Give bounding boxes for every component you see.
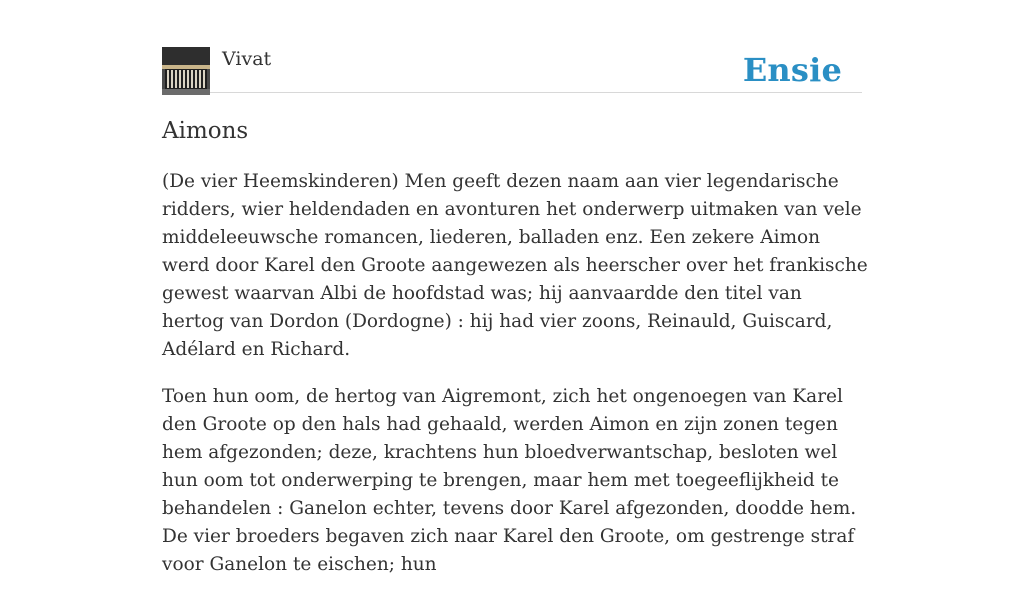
header xyxy=(162,44,862,93)
article-body xyxy=(162,168,868,598)
author-name[interactable]: Vivat xyxy=(222,48,272,70)
avatar-image-icon xyxy=(162,47,210,95)
brand-logo[interactable]: Ensie xyxy=(742,51,842,89)
author-avatar[interactable] xyxy=(162,47,210,95)
paragraph: (De vier Heemskinderen) Men geeft dezen naam aan vier legendarische ridders, wier heldendaden en avonturen het onderwerp uitmaken van vele middeleeuwsche romancen, liederen, balladen enz. Een zekere Aimon werd door Karel den Groote aangewezen als heerscher over het frankische gewest waarvan Albi de hoofdstad was; hij aanvaardde den titel van hertog van Dordon (Dordogne) : hij had vier zoons, Reinauld, Guiscard, Adélard en Richard. xyxy=(162,171,868,360)
paragraph: Toen hun oom, de hertog van Aigremont, zich het ongenoegen van Karel den Groote op den hals had gehaald, werden Aimon en zijn zonen tegen hem afgezonden; deze, krachtens hun bloedverwantschap, besloten wel hun oom tot onderwerping te brengen, maar hem met toegeeflijkheid te behandelen : Ganelon echter, tevens door Karel afgezonden, doodde hem. De vier broeders begaven zich naar Karel den Groote, om gestrenge straf voor Ganelon te eischen; hun xyxy=(162,386,857,575)
article-title: Aimons xyxy=(162,118,249,144)
